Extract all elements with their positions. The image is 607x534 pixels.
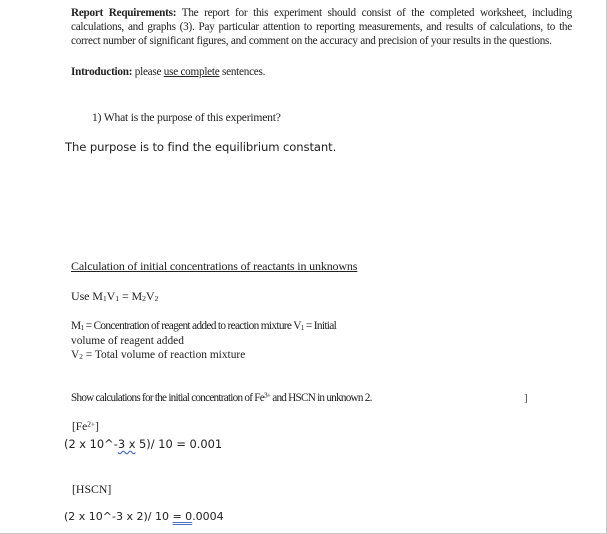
definition-line-2: volume of reagent added <box>71 334 184 347</box>
dilution-equation <box>71 289 158 304</box>
hscn-calc-part: (2 x 10^-3 x 2)/ 10 <box>64 510 173 523</box>
report-requirements-heading: Report Requirements: <box>71 7 177 19</box>
definition-part: = Concentration of reagent added to reaction mixture V <box>83 320 301 332</box>
fe-label-superscript: 2+ <box>87 419 96 429</box>
equation-part: V <box>106 289 116 303</box>
grammar-underline: = 0 <box>172 510 193 523</box>
fe-calculation[interactable] <box>64 437 222 451</box>
equation-subscript: 1 <box>102 294 107 304</box>
fe-calc-part: 5)/ 10 = 0.001 <box>135 437 223 451</box>
fe-label <box>72 421 99 433</box>
calculation-heading: Calculation of initial concentrations of reactants in unknowns <box>71 259 358 273</box>
definition-line-3 <box>71 348 371 363</box>
fe-label-part: ] <box>95 421 99 433</box>
hscn-label: [HSCN] <box>72 482 112 496</box>
hscn-calculation[interactable] <box>64 510 224 523</box>
report-requirements-paragraph <box>71 6 572 48</box>
introduction-underlined-text: use complete <box>163 66 220 78</box>
equation-subscript: 2 <box>154 294 159 304</box>
introduction-text-before: please <box>134 66 162 78</box>
equation-part: Use M <box>71 289 103 303</box>
margin-mark: ] <box>524 392 528 404</box>
definition-part: = Total volume of reaction mixture <box>82 349 246 361</box>
fe-label-part: [Fe <box>72 421 88 433</box>
equation-part: V <box>145 289 155 303</box>
equation-subscript: 1 <box>115 294 120 304</box>
show-calculations-instruction <box>71 392 372 404</box>
introduction-text-after: sentences. <box>222 66 266 78</box>
instruction-superscript: 3+ <box>263 391 271 400</box>
fe-calc-part: (2 x 10^- <box>64 437 118 451</box>
instruction-part: and HSCN in unknown 2. <box>270 392 372 404</box>
report-requirements-text: The report for this experiment should consist of the completed worksheet, including calculations, and graphs (3). Pay particular attention to reporting measurements, and results of calculations, to the correct number of significant figures, and comment on the accuracy and precision of your results in the questions. <box>71 7 572 47</box>
spelling-squiggle: 3 x <box>117 437 136 451</box>
definition-part: M <box>71 320 81 332</box>
instruction-part: Show calculations for the initial concentration of Fe <box>71 392 264 404</box>
answer-1[interactable]: The purpose is to find the equilibrium constant. <box>65 140 337 154</box>
equation-subscript: 2 <box>142 294 146 304</box>
introduction-heading: Introduction: <box>71 66 133 78</box>
definition-part: V <box>71 349 80 361</box>
equation-part: = M <box>119 289 143 303</box>
definition-part: = Initial <box>303 320 337 332</box>
definition-subscript: 1 <box>80 323 84 333</box>
definition-subscript: 2 <box>79 352 83 362</box>
definition-subscript: 1 <box>300 323 304 333</box>
introduction-paragraph <box>71 65 265 79</box>
definition-line-1 <box>71 319 371 334</box>
hscn-calc-part: .0004 <box>192 510 224 523</box>
question-1: 1) What is the purpose of this experiment? <box>92 111 281 124</box>
variable-definitions <box>71 319 371 363</box>
